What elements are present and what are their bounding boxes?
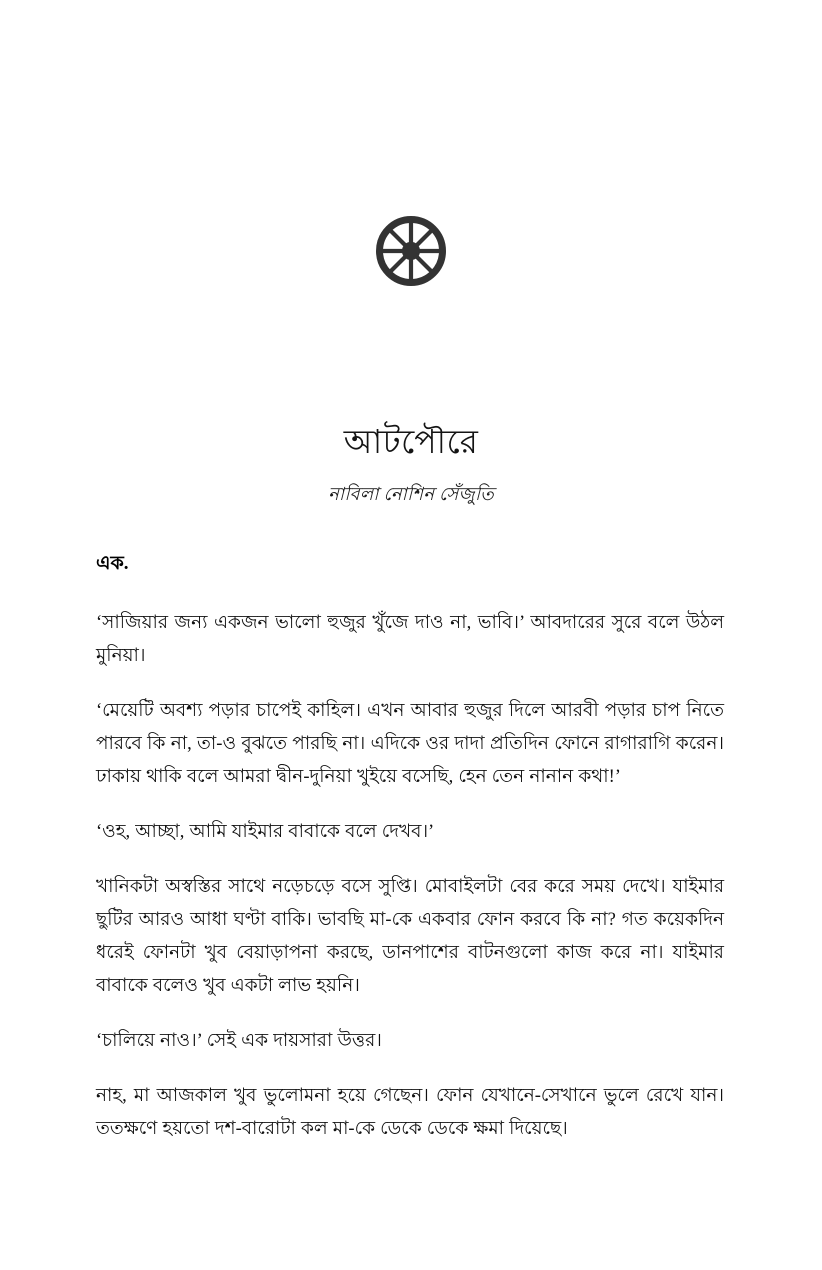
body-paragraph: ‘ওহ, আচ্ছা, আমি যাইমার বাবাকে বলে দেখব।’ xyxy=(96,821,435,842)
body-paragraph: ‘চালিয়ে নাও।’ সেই এক দায়সারা উত্তর। xyxy=(96,1030,382,1051)
body-paragraph: খানিকটা অস্বস্তির সাথে নড়েচড়ে বসে সুপ্তি। মোবাইলটা বের করে সময় দেখে। যাইমার ছুটির আরও আধা ঘণ্টা বাকি। ভাবছি মা-কে একবার ফোন করবে কি না? গত কয়েকদিন ধরেই ফোনটা খুব বেয়াড়াপনা করছে, ডানপাশের বাটনগুলো কাজ করে না। যাইমার বাবাকে বলেও খুব একটা লাভ হয়নি। xyxy=(96,876,724,996)
section-marker: এক. xyxy=(96,553,129,574)
ornament-container xyxy=(0,216,822,286)
flower-wheel-rosette-icon xyxy=(376,216,446,286)
body-paragraph: ‘মেয়েটি অবশ্য পড়ার চাপেই কাহিল। এখন আবার হুজুর দিলে আরবী পড়ার চাপ নিতে পারবে কি না, তা-ও বুঝতে পারছি না। এদিকে ওর দাদা প্রতিদিন ফোনে রাগারাগি করেন। ঢাকায় থাকি বলে আমরা দ্বীন-দুনিয়া খুইয়ে বসেছি, হেন তেন নানান কথা!’ xyxy=(96,700,724,787)
title-block xyxy=(0,424,822,511)
author-byline: নাবিলা নোশিন সেঁজুতি xyxy=(328,483,494,504)
body-paragraph: ‘সাজিয়ার জন্য একজন ভালো হুজুর খুঁজে দাও না, ভাবি।’ আবদারের সুরে বলে উঠল মুনিয়া। xyxy=(96,612,724,666)
body-text-container xyxy=(96,552,724,1146)
body-paragraph: নাহ, মা আজকাল খুব ভুলোমনা হয়ে গেছেন। ফোন যেখানে-সেখানে ভুলে রেখে যান। ততক্ষণে হয়তো দশ-বারোটা কল মা-কে ডেকে ডেকে ক্ষমা দিয়েছে। xyxy=(96,1085,724,1139)
chapter-title: আটপৌরে xyxy=(343,425,479,461)
